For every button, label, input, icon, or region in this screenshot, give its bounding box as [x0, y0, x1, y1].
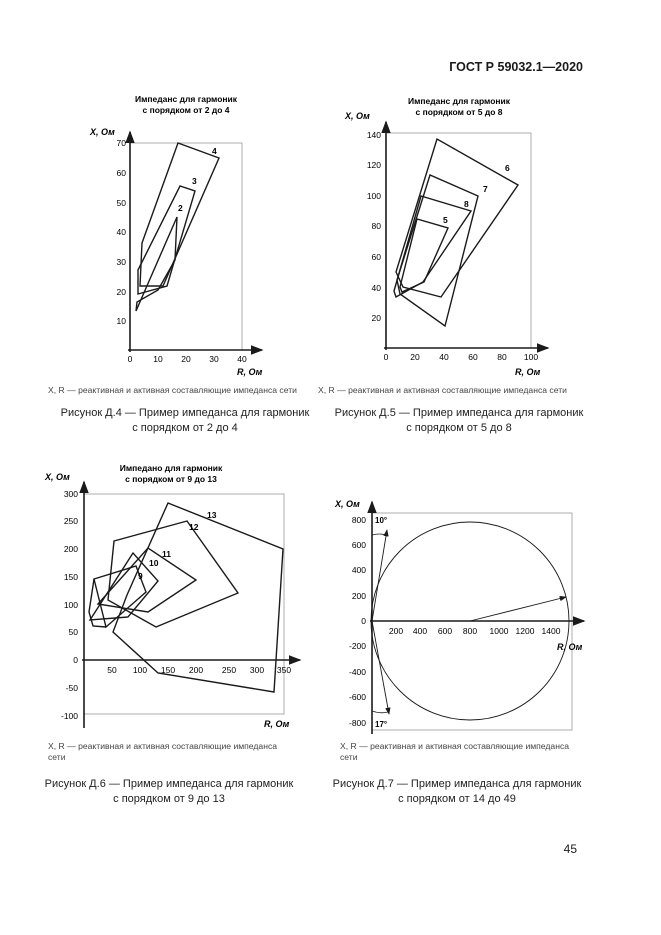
- fig-d5-curve-8: [394, 196, 471, 297]
- fig-d5-curve-label-8: 8: [464, 199, 469, 209]
- fig-d6-curve-label-9: 9: [138, 571, 143, 581]
- fig-d4-title-line2: с порядком от 2 до 4: [142, 105, 230, 115]
- fig-d6-title-line2: с порядком от 9 до 13: [125, 474, 217, 484]
- fig-d6-curve-label-11: 11: [162, 549, 171, 559]
- fig-d7-vector-main: [470, 597, 566, 621]
- fig-d6-xtick: 350: [276, 665, 292, 675]
- fig-d5-curve-label-6: 6: [505, 163, 510, 173]
- fig-d7-xtick: 1200: [515, 626, 535, 636]
- fig-d5-ytick: 20: [371, 313, 381, 323]
- fig-d6-ytick: -50: [65, 683, 78, 693]
- fig-d4-title-line1: Импеданс для гармоник: [134, 94, 238, 104]
- fig-d5-title-line2: с порядком от 5 до 8: [415, 107, 503, 117]
- fig-d6-title-line1: Импедано для гармоник: [119, 463, 223, 473]
- fig-d7-ytick: 200: [351, 591, 366, 601]
- fig-d7-angle-arc-bottom: [372, 711, 388, 713]
- fig-d6-xtick: 250: [221, 665, 237, 675]
- fig-d6-y-label: X, Ом: [45, 472, 70, 482]
- fig-d5-xtick: 60: [468, 352, 478, 362]
- fig-d5-caption: [334, 406, 584, 436]
- fig-d7-caption-line2: с порядком от 14 до 49: [398, 793, 516, 805]
- fig-d6-ytick: 50: [68, 627, 78, 637]
- page-number: 45: [563, 842, 577, 856]
- fig-d7-caption: [332, 777, 582, 807]
- fig-d7-ytick: 600: [351, 540, 366, 550]
- fig-d6-curve-label-12: 12: [189, 522, 199, 532]
- fig-d5-ytick: 80: [371, 221, 381, 231]
- fig-d7-xtick: 1400: [541, 626, 561, 636]
- fig-d6-xtick: 150: [160, 665, 176, 675]
- fig-d7-x-label: R, Ом: [557, 642, 583, 652]
- fig-d6-ytick: 300: [63, 489, 78, 499]
- fig-d6-x-label: R, Ом: [264, 719, 290, 729]
- fig-d6-ytick: 250: [63, 516, 78, 526]
- fig-d5-caption-line2: с порядком от 5 до 8: [406, 422, 512, 434]
- fig-d7-note-line2: сети: [340, 752, 358, 762]
- fig-d4-xtick: 30: [209, 354, 219, 364]
- fig-d7-vector-10deg: [372, 530, 387, 621]
- fig-d4-frame: [130, 143, 242, 350]
- fig-d4-ytick: 30: [116, 257, 126, 267]
- figure-d6: [44, 463, 300, 729]
- fig-d5-ytick: 120: [366, 160, 381, 170]
- fig-d6-note: [48, 741, 277, 763]
- fig-d7-xtick: 400: [412, 626, 428, 636]
- fig-d5-xtick: 20: [410, 352, 420, 362]
- fig-d6-ytick: -100: [60, 711, 78, 721]
- fig-d4-ytick: 50: [116, 198, 126, 208]
- fig-d6-xtick: 50: [107, 665, 117, 675]
- fig-d7-ytick: 400: [351, 565, 366, 575]
- fig-d5-ytick: 60: [371, 252, 381, 262]
- fig-d7-xtick: 600: [437, 626, 453, 636]
- fig-d5-xtick: 100: [523, 352, 539, 362]
- fig-d4-ytick: 70: [116, 138, 126, 148]
- fig-d5-xtick: 0: [383, 352, 389, 362]
- figure-d4: [89, 94, 263, 377]
- fig-d6-note-line1: X, R — реактивная и активная составляющие импеданса: [48, 741, 278, 751]
- fig-d6-ytick: 100: [63, 600, 78, 610]
- document-header: ГОСТ Р 59032.1—2020: [449, 60, 583, 74]
- fig-d5-ytick: 140: [366, 130, 381, 140]
- fig-d6-curve-label-10: 10: [149, 558, 159, 568]
- fig-d4-y-label: X, Ом: [90, 127, 115, 137]
- fig-d7-vector-17deg: [372, 621, 389, 714]
- fig-d4-note: X, R — реактивная и активная составляющие импеданса сети: [48, 385, 297, 395]
- fig-d6-xtick: 100: [132, 665, 148, 675]
- fig-d5-ytick: 40: [371, 283, 381, 293]
- fig-d5-curve-label-7: 7: [483, 184, 488, 194]
- fig-d6-curve-12: [108, 521, 238, 627]
- fig-d5-note: X, R — реактивная и активная составляющие импеданса сети: [318, 385, 567, 395]
- fig-d5-curve-label-5: 5: [443, 215, 448, 225]
- fig-d4-xtick: 0: [127, 354, 133, 364]
- fig-d4-ytick: 40: [116, 227, 126, 237]
- fig-d4-curve-4: [140, 143, 219, 286]
- fig-d4-curve-label-2: 2: [178, 203, 183, 213]
- fig-d4-curve-label-3: 3: [192, 176, 197, 186]
- fig-d6-xtick: 200: [188, 665, 204, 675]
- fig-d5-caption-line1: Рисунок Д.5 — Пример импеданса для гармоник: [334, 407, 584, 419]
- fig-d4-curve-label-4: 4: [212, 146, 217, 156]
- fig-d4-ytick: 10: [116, 316, 126, 326]
- fig-d6-ytick: 200: [63, 544, 78, 554]
- fig-d4-caption-line2: с порядком от 2 до 4: [132, 422, 238, 434]
- fig-d5-title-line1: Импеданс для гармоник: [407, 96, 511, 106]
- fig-d7-ytick: -400: [348, 667, 366, 677]
- fig-d4-xtick: 20: [181, 354, 191, 364]
- fig-d4-xtick: 40: [237, 354, 247, 364]
- fig-d4-x-label: R, Ом: [237, 367, 263, 377]
- fig-d6-note-line2: сети: [48, 752, 66, 762]
- fig-d7-xtick: 800: [462, 626, 478, 636]
- fig-d7-angle-label-17: 17°: [375, 720, 388, 729]
- fig-d5-y-label: X, Ом: [345, 111, 370, 121]
- fig-d5-xtick: 80: [497, 352, 507, 362]
- fig-d7-note: [340, 741, 569, 763]
- fig-d6-curve-label-13: 13: [207, 510, 217, 520]
- fig-d4-caption: [60, 406, 310, 436]
- fig-d7-ytick: -800: [348, 718, 366, 728]
- fig-d7-xtick: 1000: [489, 626, 509, 636]
- figure-d5: [344, 96, 548, 377]
- fig-d7-ytick: -200: [348, 641, 366, 651]
- fig-d7-xtick: 200: [388, 626, 404, 636]
- fig-d4-curve-2: [136, 217, 177, 311]
- fig-d5-xtick: 40: [439, 352, 449, 362]
- fig-d6-curve-10: [90, 553, 158, 620]
- fig-d7-angle-label-10: 10°: [375, 516, 388, 525]
- fig-d7-ytick: 800: [351, 515, 366, 525]
- fig-d6-caption-line1: Рисунок Д.6 — Пример импеданса для гармоник: [44, 778, 294, 790]
- fig-d4-xtick: 10: [153, 354, 163, 364]
- fig-d6-ytick: 150: [63, 572, 78, 582]
- fig-d7-angle-arc-top: [372, 534, 386, 535]
- fig-d7-caption-line1: Рисунок Д.7 — Пример импеданса для гармоник: [332, 778, 582, 790]
- fig-d7-note-line1: X, R — реактивная и активная составляющие импеданса: [340, 741, 570, 751]
- fig-d4-ytick: 20: [116, 287, 126, 297]
- fig-d7-ytick: 0: [361, 616, 366, 626]
- fig-d6-caption-line2: с порядком от 9 до 13: [113, 793, 225, 805]
- figure-d7: [334, 499, 584, 734]
- fig-d6-xtick: 300: [249, 665, 265, 675]
- fig-d6-ytick: 0: [73, 655, 78, 665]
- fig-d5-ytick: 100: [366, 191, 381, 201]
- fig-d4-caption-line1: Рисунок Д.4 — Пример импеданса для гармоник: [60, 407, 310, 419]
- fig-d5-x-label: R, Ом: [515, 367, 541, 377]
- fig-d4-ytick: 60: [116, 168, 126, 178]
- fig-d7-ytick: -600: [348, 692, 366, 702]
- fig-d6-caption: [44, 777, 294, 807]
- fig-d7-y-label: X, Ом: [335, 499, 360, 509]
